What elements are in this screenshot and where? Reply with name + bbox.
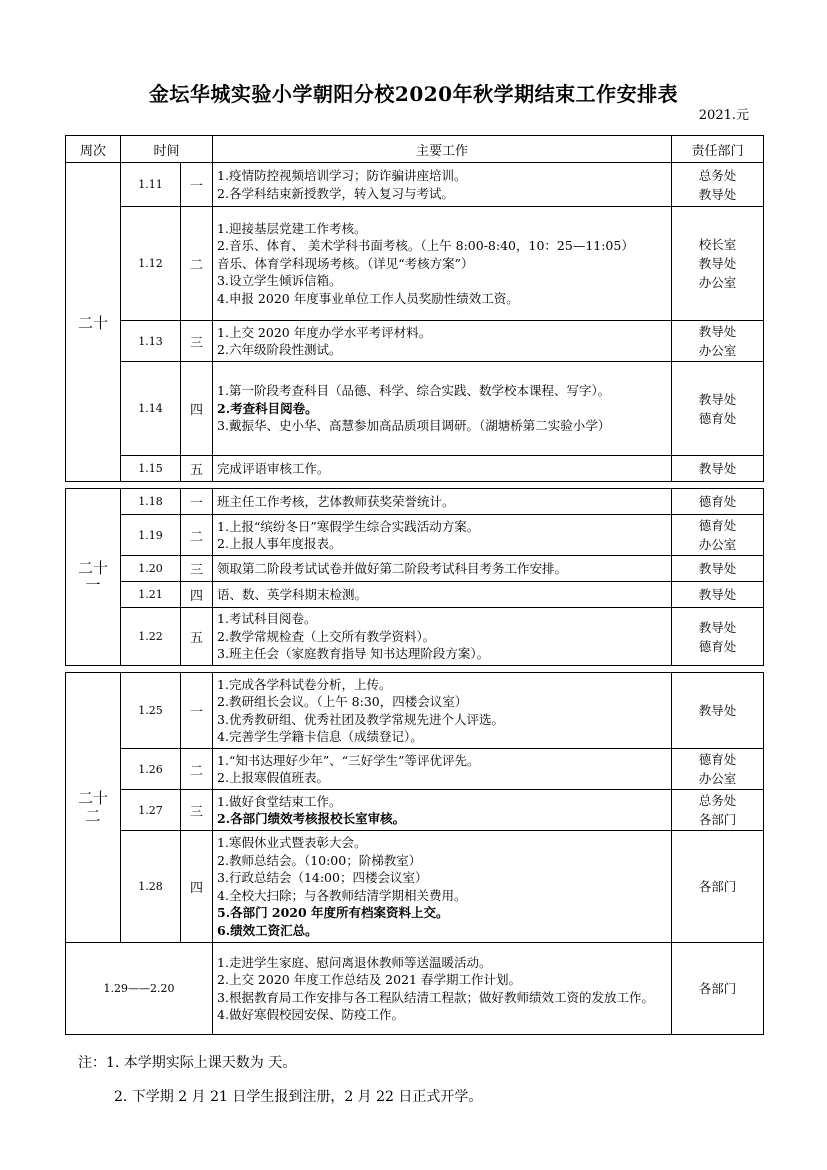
date-cell: 1.20 xyxy=(121,556,181,582)
work-item: 1.走进学生家庭、慰问离退休教师等送温暖活动。 xyxy=(217,954,492,970)
table-row xyxy=(66,749,764,790)
work-item: 4.完善学生学籍卡信息（成绩登记）。 xyxy=(217,729,423,744)
dept-cell xyxy=(672,790,764,831)
work-item: 3.戴振华、史小华、高慧参加高品质项目调研。（湖塘桥第二实验小学） xyxy=(217,418,611,434)
work-item: 2.各部门绩效考核报校长室审核。 xyxy=(217,811,406,826)
dept-item: 德育处 xyxy=(698,410,737,426)
note-2: 2. 下学期 2 月 21 日学生报到注册，2 月 22 日正式开学。 xyxy=(114,1089,483,1105)
date-cell: 1.27 xyxy=(121,790,181,831)
work-item: 3.设立学生倾诉信箱。 xyxy=(217,273,342,289)
table-row xyxy=(66,608,764,666)
work-item: 2.教师总结会。（10:00；阶梯教室） xyxy=(217,852,422,868)
work-item: 5.各部门 2020 年度所有档案资料上交。 xyxy=(217,905,449,920)
weekday-cell: 三 xyxy=(181,790,213,831)
work-item: 6.绩效工资汇总。 xyxy=(217,922,318,938)
dept-cell xyxy=(672,321,764,362)
note-1: 注：1. 本学期实际上课天数为 天。 xyxy=(78,1055,297,1071)
work-item: 3.根据教育局工作安排与各工程队结清工程款；做好教师绩效工资的发放工作。 xyxy=(217,989,654,1005)
table-row xyxy=(66,582,764,608)
date-cell: 1.25 xyxy=(121,673,181,749)
dept-item: 教导处 xyxy=(698,461,737,476)
header-work: 主要工作 xyxy=(213,136,672,163)
week-label: 二十 xyxy=(77,558,108,577)
dept-cell xyxy=(672,456,764,482)
weekday-cell: 一 xyxy=(181,489,213,515)
dept-item: 教导处 xyxy=(698,619,737,635)
work-item: 1.考试科目阅卷。 xyxy=(217,611,317,627)
work-item: 2.考查科目阅卷。 xyxy=(217,400,318,416)
work-item: 3.优秀教研组、优秀社团及教学常规先进个人评选。 xyxy=(217,711,504,727)
page-title: 金坛华城实验小学朝阳分校2020年秋学期结束工作安排表 xyxy=(148,82,679,106)
dept-item: 教导处 xyxy=(698,391,737,407)
dept-cell xyxy=(672,556,764,582)
weekday-cell: 二 xyxy=(181,515,213,556)
work-cell xyxy=(213,749,672,790)
table-row xyxy=(66,515,764,556)
dept-cell xyxy=(672,163,764,207)
table-row xyxy=(66,943,764,1035)
dept-cell xyxy=(672,582,764,608)
table-row xyxy=(66,790,764,831)
work-cell xyxy=(213,943,672,1035)
table-row xyxy=(66,489,764,515)
date-range-cell: 1.29——2.20 xyxy=(66,943,213,1035)
work-item: 领取第二阶段考试试卷并做好第二阶段考试科目考务工作安排。 xyxy=(217,560,568,576)
date-cell: 1.12 xyxy=(121,207,181,321)
dept-item: 德育处 xyxy=(698,638,737,654)
table-row xyxy=(66,456,764,482)
date-cell: 1.13 xyxy=(121,321,181,362)
dept-item: 教导处 xyxy=(698,703,737,718)
table-row xyxy=(66,163,764,207)
table-row xyxy=(66,673,764,749)
dept-item: 办公室 xyxy=(698,343,737,358)
dept-item: 办公室 xyxy=(698,537,737,552)
work-cell xyxy=(213,582,672,608)
weekday-cell: 二 xyxy=(181,207,213,321)
work-item: 音乐、体育学科现场考核。（详见“考核方案”） xyxy=(217,255,474,271)
work-item: 2.教研组长会议。（上午 8:30，四楼会议室） xyxy=(217,694,468,709)
dept-item: 总务处 xyxy=(698,167,737,183)
header-week: 周次 xyxy=(66,136,121,163)
week-cell xyxy=(66,673,121,943)
weekday-cell: 一 xyxy=(181,673,213,749)
work-item: 1.迎接基层党建工作考核。 xyxy=(217,220,367,236)
dept-cell xyxy=(672,749,764,790)
date-cell: 1.14 xyxy=(121,362,181,456)
dept-item: 各部门 xyxy=(698,812,737,827)
table-header-row xyxy=(66,136,764,163)
work-cell xyxy=(213,831,672,943)
week-label: 一 xyxy=(85,576,101,594)
work-cell xyxy=(213,207,672,321)
table-row xyxy=(66,207,764,321)
weekday-cell: 三 xyxy=(181,321,213,362)
week-cell: 二十 xyxy=(66,163,121,482)
work-item: 1.第一阶段考查科目（品德、科学、综合实践、数学校本课程、写字）。 xyxy=(217,383,611,399)
dept-item: 教导处 xyxy=(698,324,737,339)
work-item: 3.班主任会（家庭教育指导 知书达理阶段方案）。 xyxy=(217,646,490,662)
weekday-cell: 四 xyxy=(181,362,213,456)
weekday-cell: 五 xyxy=(181,456,213,482)
date-cell: 1.22 xyxy=(121,608,181,666)
weekday-cell: 五 xyxy=(181,608,213,666)
date-cell: 1.21 xyxy=(121,582,181,608)
header-dept: 责任部门 xyxy=(672,136,764,163)
weekday-cell: 二 xyxy=(181,749,213,790)
work-item: 班主任工作考核，艺体教师获奖荣誉统计。 xyxy=(217,493,455,509)
work-item: 2.六年级阶段性测试。 xyxy=(217,342,342,357)
work-item: 1.做好食堂结束工作。 xyxy=(217,793,342,809)
dept-cell xyxy=(672,673,764,749)
work-item: 4.全校大扫除；与各教师结清学期相关费用。 xyxy=(217,887,467,903)
notes xyxy=(78,1052,482,1120)
work-cell xyxy=(213,515,672,556)
table-row xyxy=(66,556,764,582)
document-date: 2021.元 xyxy=(698,108,749,123)
work-cell xyxy=(213,163,672,207)
work-item: 2.上交 2020 年度工作总结及 2021 春学期工作计划。 xyxy=(217,972,521,987)
work-cell xyxy=(213,608,672,666)
header-time: 时间 xyxy=(121,136,213,163)
dept-cell xyxy=(672,515,764,556)
date-cell: 1.19 xyxy=(121,515,181,556)
work-cell xyxy=(213,790,672,831)
dept-item: 教导处 xyxy=(698,587,737,602)
work-item: 完成评语审核工作。 xyxy=(217,460,330,476)
work-cell xyxy=(213,673,672,749)
work-item: 4.申报 2020 年度事业单位工作人员奖励性绩效工资。 xyxy=(217,290,519,306)
date-cell: 1.11 xyxy=(121,163,181,207)
weekday-cell: 三 xyxy=(181,556,213,582)
work-item: 1.疫情防控视频培训学习；防诈骗讲座培训。 xyxy=(217,168,467,183)
weekday-cell: 四 xyxy=(181,831,213,943)
weekday-cell: 四 xyxy=(181,582,213,608)
table-row xyxy=(66,362,764,456)
dept-item: 各部门 xyxy=(698,879,737,894)
dept-item: 德育处 xyxy=(698,752,737,767)
dept-cell xyxy=(672,608,764,666)
dept-cell xyxy=(672,489,764,515)
schedule-table xyxy=(65,135,764,1035)
work-item: 3.行政总结会（14:00；四楼会议室） xyxy=(217,870,428,885)
dept-item: 各部门 xyxy=(698,981,737,996)
work-cell xyxy=(213,456,672,482)
table-gap xyxy=(66,482,764,489)
work-item: 2.音乐、体育、 美术学科书面考核。（上午 8:00-8:40，10：25—11:05） xyxy=(217,238,634,254)
week-cell xyxy=(66,489,121,666)
work-item: 2.各学科结束新授教学，转入复习与考试。 xyxy=(217,185,454,201)
week-label: 二十 xyxy=(77,789,108,807)
work-cell xyxy=(213,489,672,515)
dept-item: 德育处 xyxy=(698,494,737,509)
dept-item: 教导处 xyxy=(698,561,737,576)
work-item: 语、数、英学科期末检测。 xyxy=(217,586,368,602)
dept-item: 办公室 xyxy=(698,771,737,786)
date-cell: 1.28 xyxy=(121,831,181,943)
date-cell: 1.15 xyxy=(121,456,181,482)
work-item: 2.上报寒假值班表。 xyxy=(217,770,329,785)
work-item: 1.“知书达理好少年”、“三好学生”等评优评先。 xyxy=(217,752,480,768)
date-cell: 1.26 xyxy=(121,749,181,790)
dept-item: 教导处 xyxy=(698,256,737,271)
dept-item: 教导处 xyxy=(698,186,737,202)
work-item: 1.上交 2020 年度办学水平考评材料。 xyxy=(217,324,432,340)
work-item: 2.上报人事年度报表。 xyxy=(217,536,342,551)
table-gap xyxy=(66,666,764,673)
work-item: 4.做好寒假校园安保、防疫工作。 xyxy=(217,1007,404,1022)
date-cell: 1.18 xyxy=(121,489,181,515)
dept-item: 办公室 xyxy=(698,275,737,290)
work-item: 1.上报“缤纷冬日”寒假学生综合实践活动方案。 xyxy=(217,518,480,534)
dept-cell xyxy=(672,943,764,1035)
table-row xyxy=(66,831,764,943)
dept-cell xyxy=(672,362,764,456)
work-cell xyxy=(213,556,672,582)
weekday-cell: 一 xyxy=(181,163,213,207)
dept-item: 德育处 xyxy=(698,518,737,533)
work-item: 1.完成各学科试卷分析，上传。 xyxy=(217,676,392,692)
table-row xyxy=(66,321,764,362)
work-item: 2.教学常规检查（上交所有教学资料）。 xyxy=(217,628,436,644)
week-label: 二 xyxy=(85,806,101,825)
dept-cell xyxy=(672,207,764,321)
dept-item: 校长室 xyxy=(698,237,737,252)
work-item: 1.寒假休业式暨表彰大会。 xyxy=(217,835,367,850)
dept-cell xyxy=(672,831,764,943)
dept-item: 总务处 xyxy=(698,793,737,808)
work-cell xyxy=(213,321,672,362)
work-cell xyxy=(213,362,672,456)
